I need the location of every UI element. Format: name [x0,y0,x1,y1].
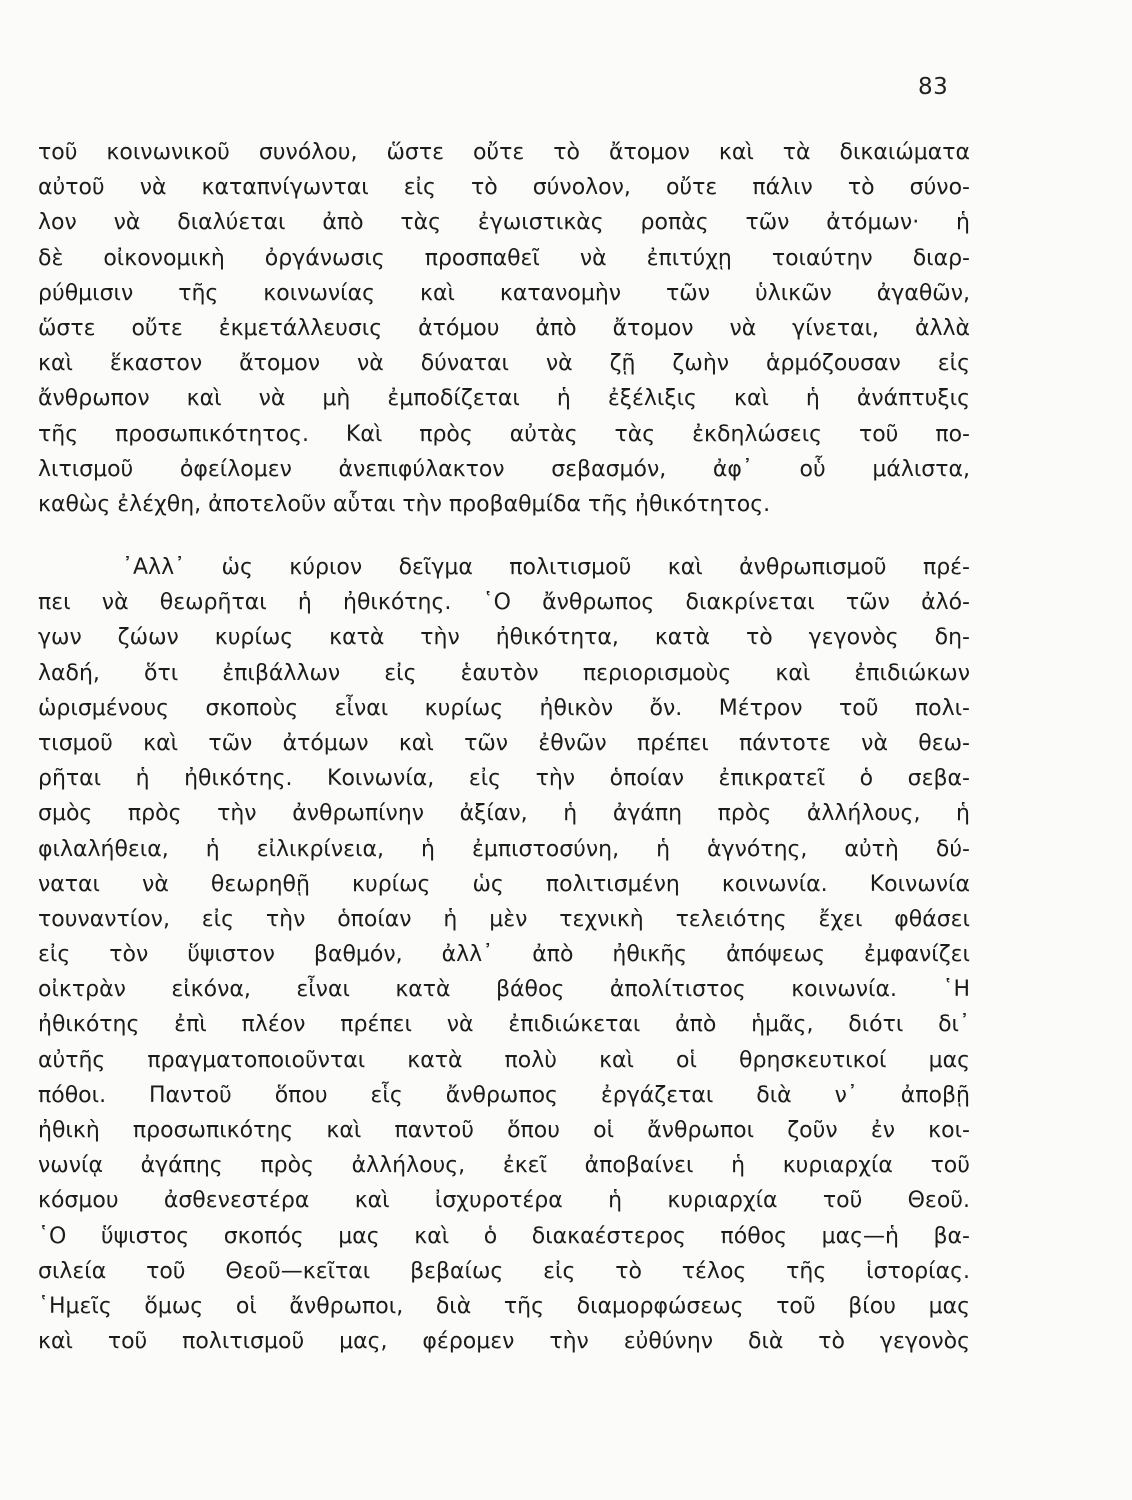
text-line: ἄνθρωπον καὶ νὰ μὴ ἐμποδίζεται ἡ ἐξέλιξις καὶ ἡ ἀνάπτυξις [38,386,970,412]
text-line: ῾Ο ὕψιστος σκοπός μας καὶ ὁ διακαέστερος πόθος μας—ἡ βα- [38,1223,970,1249]
text-line: ᾽Αλλ᾽ ὡς κύριον δεῖγμα πολιτισμοῦ καὶ ἀνθρωπισμοῦ πρέ- [122,555,970,580]
text-line: ὥστε οὔτε ἐκμετάλλευσις ἀτόμου ἀπὸ ἄτομον νὰ γίνεται, ἀλλὰ [38,315,970,341]
text-line: ναται νὰ θεωρηθῇ κυρίως ὡς πολιτισμένη κοινωνία. Κοινωνία [38,871,970,897]
text-line: δὲ οἰκονομικὴ ὀργάνωσις προσπαθεῖ νὰ ἐπιτύχῃ τοιαύτην διαρ- [38,245,970,271]
text-line: ὡρισμένους σκοποὺς εἶναι κυρίως ἠθικὸν ὄν. Μέτρον τοῦ πολι- [38,695,970,721]
text-line: λον νὰ διαλύεται ἀπὸ τὰς ἐγωιστικὰς ροπὰς τῶν ἀτόμων· ἡ [38,210,970,236]
text-line: ρύθμισιν τῆς κοινωνίας καὶ κατανομὴν τῶν ὑλικῶν ἀγαθῶν, [38,280,970,306]
text-line: αὐτοῦ νὰ καταπνίγωνται εἰς τὸ σύνολον, οὔτε πάλιν τὸ σύνο- [38,175,970,201]
paragraph [38,135,970,522]
text-line: λαδή, ὅτι ἐπιβάλλων εἰς ἑαυτὸν περιορισμοὺς καὶ ἐπιδιώκων [38,660,970,686]
text-line: φιλαλήθεια, ἡ εἰλικρίνεια, ἡ ἐμπιστοσύνη, ἡ ἁγνότης, αὐτὴ δύ- [38,836,970,862]
text-line: κόσμου ἀσθενεστέρα καὶ ἰσχυροτέρα ἡ κυριαρχία τοῦ Θεοῦ. [38,1188,970,1214]
paragraph [38,550,970,1359]
text-line: καθὼς ἐλέχθη, ἀποτελοῦν αὗται τὴν προβαθμίδα τῆς ἠθικότητος. [38,491,771,517]
text-line: τῆς προσωπικότητος. Καὶ πρὸς αὐτὰς τὰς ἐκδηλώσεις τοῦ πο- [38,421,970,447]
text-line: σμὸς πρὸς τὴν ἀνθρωπίνην ἀξίαν, ἡ ἀγάπη πρὸς ἀλλήλους, ἡ [38,801,970,827]
text-line: γων ζώων κυρίως κατὰ τὴν ἠθικότητα, κατὰ τὸ γεγονὸς δη- [38,625,970,651]
text-line: ἠθικότης ἐπὶ πλέον πρέπει νὰ ἐπιδιώκεται ἀπὸ ἡμᾶς, διότι δι᾽ [38,1012,970,1038]
text-line: λιτισμοῦ ὀφείλομεν ἀνεπιφύλακτον σεβασμόν, ἀφ᾽ οὗ μάλιστα, [38,456,970,482]
text-line: τισμοῦ καὶ τῶν ἀτόμων καὶ τῶν ἐθνῶν πρέπει πάντοτε νὰ θεω- [38,730,970,756]
text-line: τουναντίον, εἰς τὴν ὁποίαν ἡ μὲν τεχνικὴ τελειότης ἔχει φθάσει [38,906,970,932]
page-number: 83 [918,74,949,100]
text-line: σιλεία τοῦ Θεοῦ—κεῖται βεβαίως εἰς τὸ τέλος τῆς ἱστορίας. [38,1258,970,1284]
text-line: καὶ τοῦ πολιτισμοῦ μας, φέρομεν τὴν εὐθύνην διὰ τὸ γεγονὸς [38,1329,970,1355]
text-line: ῾Ημεῖς ὅμως οἱ ἄνθρωποι, διὰ τῆς διαμορφώσεως τοῦ βίου μας [38,1293,970,1319]
text-line: πει νὰ θεωρῆται ἡ ἠθικότης. ῾Ο ἄνθρωπος διακρίνεται τῶν ἀλό- [38,590,970,616]
text-line: τοῦ κοινωνικοῦ συνόλου, ὥστε οὔτε τὸ ἄτομον καὶ τὰ δικαιώματα [38,140,970,165]
text-line: πόθοι. Παντοῦ ὅπου εἷς ἄνθρωπος ἐργάζεται διὰ ν᾽ ἀποβῇ [38,1082,970,1108]
text-line: ρῆται ἡ ἠθικότης. Κοινωνία, εἰς τὴν ὁποίαν ἐπικρατεῖ ὁ σεβα- [38,766,970,792]
text-line: ἠθικὴ προσωπικότης καὶ παντοῦ ὅπου οἱ ἄνθρωποι ζοῦν ἐν κοι- [38,1118,970,1143]
text-line: οἰκτρὰν εἰκόνα, εἶναι κατὰ βάθος ἀπολίτιστος κοινωνία. ῾Η [38,977,970,1003]
text-line: εἰς τὸν ὕψιστον βαθμόν, ἀλλ᾽ ἀπὸ ἠθικῆς ἀπόψεως ἐμφανίζει [38,942,970,968]
text-line: καὶ ἕκαστον ἄτομον νὰ δύναται νὰ ζῇ ζωὴν ἁρμόζουσαν εἰς [38,351,970,377]
text-line: νωνίᾳ ἀγάπης πρὸς ἀλλήλους, ἐκεῖ ἀποβαίνει ἡ κυριαρχία τοῦ [38,1153,970,1179]
text-line: αὐτῆς πραγματοποιοῦνται κατὰ πολὺ καὶ οἱ θρησκευτικοί μας [38,1047,970,1073]
